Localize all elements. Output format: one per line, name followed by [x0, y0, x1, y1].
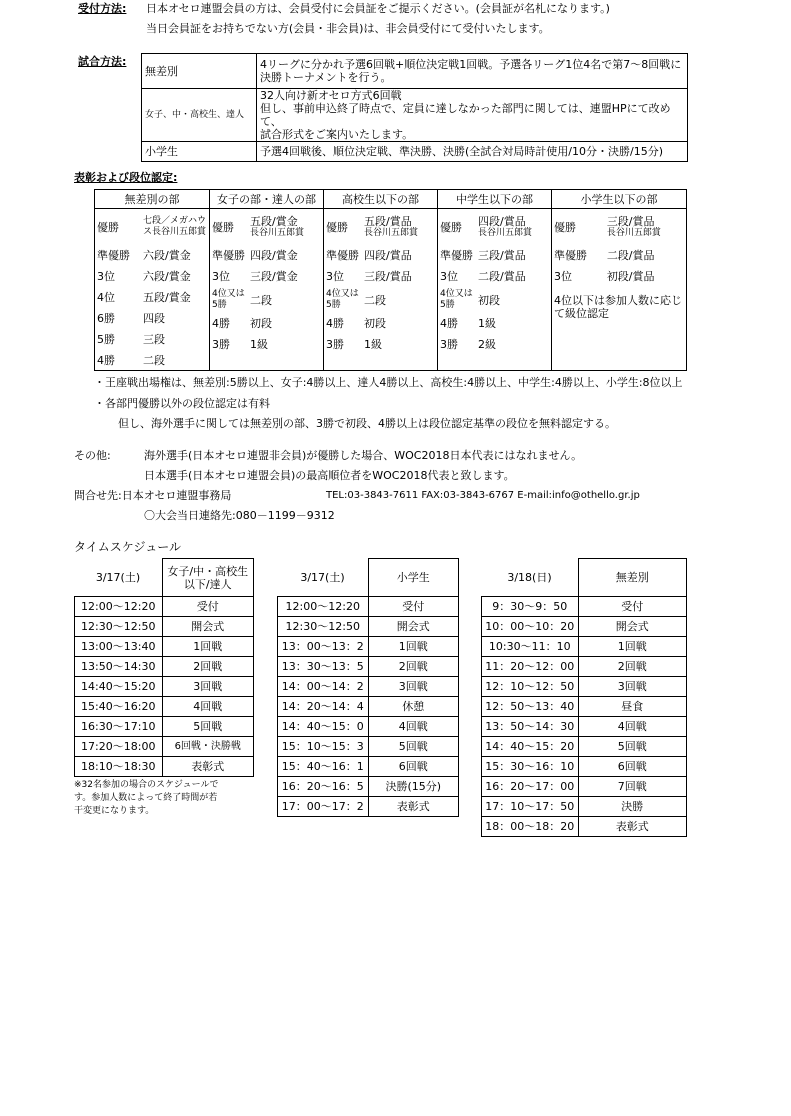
- schedule-item: 4回戦: [162, 697, 254, 717]
- award-prize: 初段: [364, 317, 386, 330]
- schedule-item: 開会式: [162, 617, 254, 637]
- awards-note-2: ・各部門優勝以外の段位認定は有料: [94, 397, 270, 410]
- award-rank: 3勝: [440, 338, 458, 351]
- schedule-item: 表彰式: [578, 817, 687, 837]
- award-rank: 3位: [326, 270, 344, 283]
- award-prize-sub: 長谷川五郎賞: [606, 228, 661, 238]
- schedule-time: 13：30～13：5: [278, 657, 369, 677]
- award-prize: [476, 209, 551, 245]
- schedule-time: 9：30～9：50: [482, 597, 579, 617]
- schedule-table-1: [74, 558, 254, 777]
- schedule-time: 17：10～17：50: [482, 797, 579, 817]
- awards-note-1: ・王座戦出場権は、無差別:5勝以上、女子:4勝以上、達人4勝以上、高校生:4勝以上、中学生:4勝以上、小学生:8位以上: [94, 376, 683, 389]
- award-rank: 4位又は5勝: [326, 289, 359, 310]
- award-rank: 3位: [440, 270, 458, 283]
- awards-table: [94, 189, 687, 371]
- award-prize: 初段: [478, 293, 500, 307]
- reception-line-2: 当日会員証をお持ちでない方(会員・非会員)は、非会員受付にて受付いたします。: [146, 22, 550, 35]
- schedule-item: 6回戦: [578, 757, 687, 777]
- match-label: 試合方法:: [78, 55, 127, 68]
- awards-header-women: 女子の部・達人の部: [210, 190, 324, 209]
- schedule-2-date: 3/17(土): [300, 570, 345, 584]
- contact-label: 問合せ先:日本オセロ連盟事務局: [74, 489, 232, 502]
- award-prize: 五段/賞金: [143, 291, 191, 304]
- award-prize: 四段/賞品: [364, 249, 412, 262]
- schedule-time: 14：00～14：2: [278, 677, 369, 697]
- award-prize: 二段/賞品: [606, 249, 655, 262]
- match-name-elem: 小学生: [142, 142, 257, 162]
- award-rank: 4位: [97, 291, 115, 304]
- contact-day: 〇大会当日連絡先:080－1199－9312: [144, 509, 335, 522]
- schedule-item: 開会式: [578, 617, 687, 637]
- schedule-title: タイムスケジュール: [74, 540, 182, 554]
- schedule-1-note: [74, 779, 218, 818]
- match-desc-elem: 予選4回戦後、順位決定戦、準決勝、決勝(全試合対局時計使用/10分・決勝/15分): [257, 142, 688, 162]
- award-prize-main: 五段/賞品: [364, 215, 412, 228]
- award-rank: 3位: [554, 270, 572, 283]
- schedule-item: 5回戦: [368, 737, 459, 757]
- schedule-item: 休憩: [368, 697, 459, 717]
- schedule-note-line: す。参加人数によって終了時間が若: [74, 793, 218, 803]
- schedule-item: 昼食: [578, 697, 687, 717]
- schedule-item: 5回戦: [162, 717, 254, 737]
- schedule-table-2: [277, 558, 459, 817]
- schedule-item: 4回戦: [578, 717, 687, 737]
- award-rank: 準優勝: [326, 249, 359, 262]
- award-prize: 1級: [364, 338, 382, 351]
- award-prize: 二段: [250, 293, 272, 307]
- schedule-item: 受付: [578, 597, 687, 617]
- schedule-item: 受付: [368, 597, 459, 617]
- award-rank: 準優勝: [554, 249, 587, 262]
- reception-line-1: 日本オセロ連盟会員の方は、会員受付に会員証をご提示ください。(会員証が名札になります。): [146, 2, 610, 15]
- other-line-1: 海外選手(日本オセロ連盟非会員)が優勝した場合、WOC2018日本代表にはなれません。: [144, 449, 583, 462]
- schedule-item: 受付: [162, 597, 254, 617]
- schedule-item: 2回戦: [368, 657, 459, 677]
- award-prize: 二段/賞品: [478, 270, 526, 283]
- schedule-item: 2回戦: [162, 657, 254, 677]
- award-rank: 4勝: [212, 317, 230, 330]
- award-prize: 二段: [364, 293, 386, 307]
- award-prize: 初段/賞品: [606, 270, 655, 283]
- award-rank: 4位又は5勝: [212, 289, 245, 310]
- schedule-time: 11：20～12：00: [482, 657, 579, 677]
- schedule-time: 13：00～13：2: [278, 637, 369, 657]
- schedule-item: 1回戦: [368, 637, 459, 657]
- schedule-time: 12：50～13：40: [482, 697, 579, 717]
- award-rank: 4勝: [326, 317, 344, 330]
- match-desc-women-2: 但し、事前申込終了時点で、定員に達しなかった部門に関しては、連盟HPにて改めて、: [260, 102, 671, 128]
- schedule-time: 14：40～15：0: [278, 717, 369, 737]
- schedule-item: 2回戦: [578, 657, 687, 677]
- awards-col-middle: [438, 209, 552, 371]
- schedule-time: 12：10～12：50: [482, 677, 579, 697]
- schedule-3-event: 無差別: [578, 559, 687, 597]
- award-prize: 四段/賞金: [250, 249, 298, 262]
- match-name-women: 女子、中・高校生、達人: [142, 89, 257, 142]
- award-prize: 七段／メガハウス長谷川五郎賞: [143, 216, 207, 237]
- awards-header-open: 無差別の部: [95, 190, 210, 209]
- schedule-item: 表彰式: [368, 797, 459, 817]
- award-prize-sub: 長谷川五郎賞: [478, 228, 533, 238]
- award-rank: 準優勝: [440, 249, 473, 262]
- award-note: 4位以下は参加人数に応じて級位認定: [554, 294, 682, 320]
- schedule-item: 6回戦・決勝戦: [162, 737, 254, 757]
- schedule-item: 1回戦: [578, 637, 687, 657]
- schedule-time: 15：10～15：3: [278, 737, 369, 757]
- award-prize: 三段/賞品: [478, 249, 526, 262]
- awards-col-high: [324, 209, 438, 371]
- schedule-item: 4回戦: [368, 717, 459, 737]
- award-rank: 準優勝: [97, 249, 130, 262]
- schedule-time: 15：30～16：10: [482, 757, 579, 777]
- award-rank: 3位: [97, 270, 115, 283]
- match-desc-women-1: 32人向け新オセロ方式6回戦: [260, 89, 402, 102]
- award-prize: 1級: [250, 338, 268, 351]
- schedule-time: 14：40～15：20: [482, 737, 579, 757]
- award-prize-main: 五段/賞金: [250, 215, 298, 228]
- award-prize-main: 三段/賞品: [606, 215, 655, 228]
- schedule-time: 17：00～17：2: [278, 797, 369, 817]
- award-rank: 準優勝: [212, 249, 245, 262]
- schedule-item: 7回戦: [578, 777, 687, 797]
- award-rank: 5勝: [97, 333, 115, 346]
- award-rank: 3勝: [212, 338, 230, 351]
- award-prize: 三段/賞金: [250, 270, 298, 283]
- schedule-time: 15：40～16：1: [278, 757, 369, 777]
- schedule-time: 13:00～13:40: [75, 637, 163, 657]
- award-prize-sub: 長谷川五郎賞: [250, 228, 305, 238]
- schedule-3-date: 3/18(日): [507, 570, 552, 584]
- award-prize: 六段/賞金: [143, 249, 191, 262]
- schedule-time: 15:40～16:20: [75, 697, 163, 717]
- awards-header-high: 高校生以下の部: [324, 190, 438, 209]
- award-prize: [605, 209, 686, 245]
- match-desc-open: [257, 54, 688, 89]
- award-prize-main: 四段/賞品: [478, 215, 526, 228]
- schedule-time: 16：20～16：5: [278, 777, 369, 797]
- award-rank: 優勝: [97, 220, 119, 234]
- schedule-item: 決勝(15分): [368, 777, 459, 797]
- schedule-2-event: 小学生: [368, 559, 459, 597]
- award-rank: 4勝: [97, 353, 115, 367]
- award-prize: 三段/賞品: [364, 270, 412, 283]
- schedule-note-line: ※32名参加の場合のスケジュールで: [74, 780, 219, 790]
- match-desc-women-3: 試合形式をご案内いたします。: [260, 128, 414, 141]
- schedule-time: 17:20～18:00: [75, 737, 163, 757]
- schedule-1-date: 3/17(土): [95, 570, 141, 584]
- schedule-item: 表彰式: [162, 757, 254, 777]
- schedule-item: 6回戦: [368, 757, 459, 777]
- award-prize: 四段: [143, 312, 165, 325]
- award-prize: 二段: [143, 353, 165, 367]
- reception-label: 受付方法:: [78, 2, 127, 15]
- schedule-time: 14:40～15:20: [75, 677, 163, 697]
- award-rank: 優勝: [440, 220, 462, 234]
- award-prize: 1級: [478, 317, 496, 330]
- schedule-1-event: 女子/中・高校生以下/達人: [162, 559, 254, 597]
- schedule-time: 16:30～17:10: [75, 717, 163, 737]
- schedule-time: 10：00～10：20: [482, 617, 579, 637]
- schedule-note-line: 干変更になります。: [74, 806, 155, 816]
- schedule-time: 10:30～11：10: [482, 637, 579, 657]
- schedule-item: 5回戦: [578, 737, 687, 757]
- schedule-time: 14：20～14：4: [278, 697, 369, 717]
- award-rank: 6勝: [97, 312, 115, 325]
- award-rank: 3勝: [326, 338, 344, 351]
- award-prize: 三段: [143, 333, 165, 346]
- schedule-time: 12:30～12:50: [278, 617, 369, 637]
- award-prize: [362, 209, 437, 245]
- match-table: [141, 53, 688, 162]
- schedule-time: 16：20～17：00: [482, 777, 579, 797]
- awards-col-elem: [552, 209, 687, 371]
- awards-header-middle: 中学生以下の部: [438, 190, 552, 209]
- schedule-time: 18：00～18：20: [482, 817, 579, 837]
- award-prize: 六段/賞金: [143, 270, 191, 283]
- award-rank: 4勝: [440, 317, 458, 330]
- award-prize: 初段: [250, 317, 272, 330]
- awards-col-open: [95, 209, 210, 371]
- schedule-table-3: [481, 558, 687, 837]
- award-rank: 3位: [212, 270, 230, 283]
- schedule-time: 13:50～14:30: [75, 657, 163, 677]
- award-rank: 優勝: [326, 220, 348, 234]
- schedule-time: 13：50～14：30: [482, 717, 579, 737]
- schedule-time: 12:00～12:20: [75, 597, 163, 617]
- award-prize-sub: 長谷川五郎賞: [364, 228, 419, 238]
- awards-col-women: [210, 209, 324, 371]
- schedule-item: 3回戦: [368, 677, 459, 697]
- other-label: その他:: [74, 449, 111, 462]
- schedule-time: 18:10～18:30: [75, 757, 163, 777]
- schedule-time: 12:00～12:20: [278, 597, 369, 617]
- schedule-item: 3回戦: [162, 677, 254, 697]
- awards-note-3: 但し、海外選手に関しては無差別の部、3勝で初段、4勝以上は段位認定基準の段位を無料認定する。: [118, 417, 616, 430]
- award-prize: 2級: [478, 338, 496, 351]
- awards-header-elem: 小学生以下の部: [552, 190, 687, 209]
- schedule-item: 3回戦: [578, 677, 687, 697]
- award-rank: 4位又は5勝: [440, 289, 473, 310]
- award-rank: 優勝: [554, 220, 576, 234]
- schedule-item: 開会式: [368, 617, 459, 637]
- schedule-item: 決勝: [578, 797, 687, 817]
- contact-tel: TEL:03-3843-7611 FAX:03-3843-6767 E-mail:info@othello.gr.jp: [326, 490, 640, 501]
- other-line-2: 日本選手(日本オセロ連盟会員)の最高順位者をWOC2018代表と致します。: [144, 469, 515, 482]
- match-desc-open-2: 決勝トーナメントを行う。: [260, 71, 392, 84]
- match-desc-women: [257, 89, 688, 142]
- match-name-open: 無差別: [142, 54, 257, 89]
- award-rank: 優勝: [212, 220, 234, 234]
- schedule-item: 1回戦: [162, 637, 254, 657]
- match-desc-open-1: 4リーグに分かれ予選6回戦+順位決定戦1回戦。予選各リーグ1位4名で第7～8回戦に: [260, 58, 682, 71]
- schedule-time: 12:30～12:50: [75, 617, 163, 637]
- award-prize: [248, 209, 323, 245]
- awards-label: 表彰および段位認定:: [74, 171, 178, 184]
